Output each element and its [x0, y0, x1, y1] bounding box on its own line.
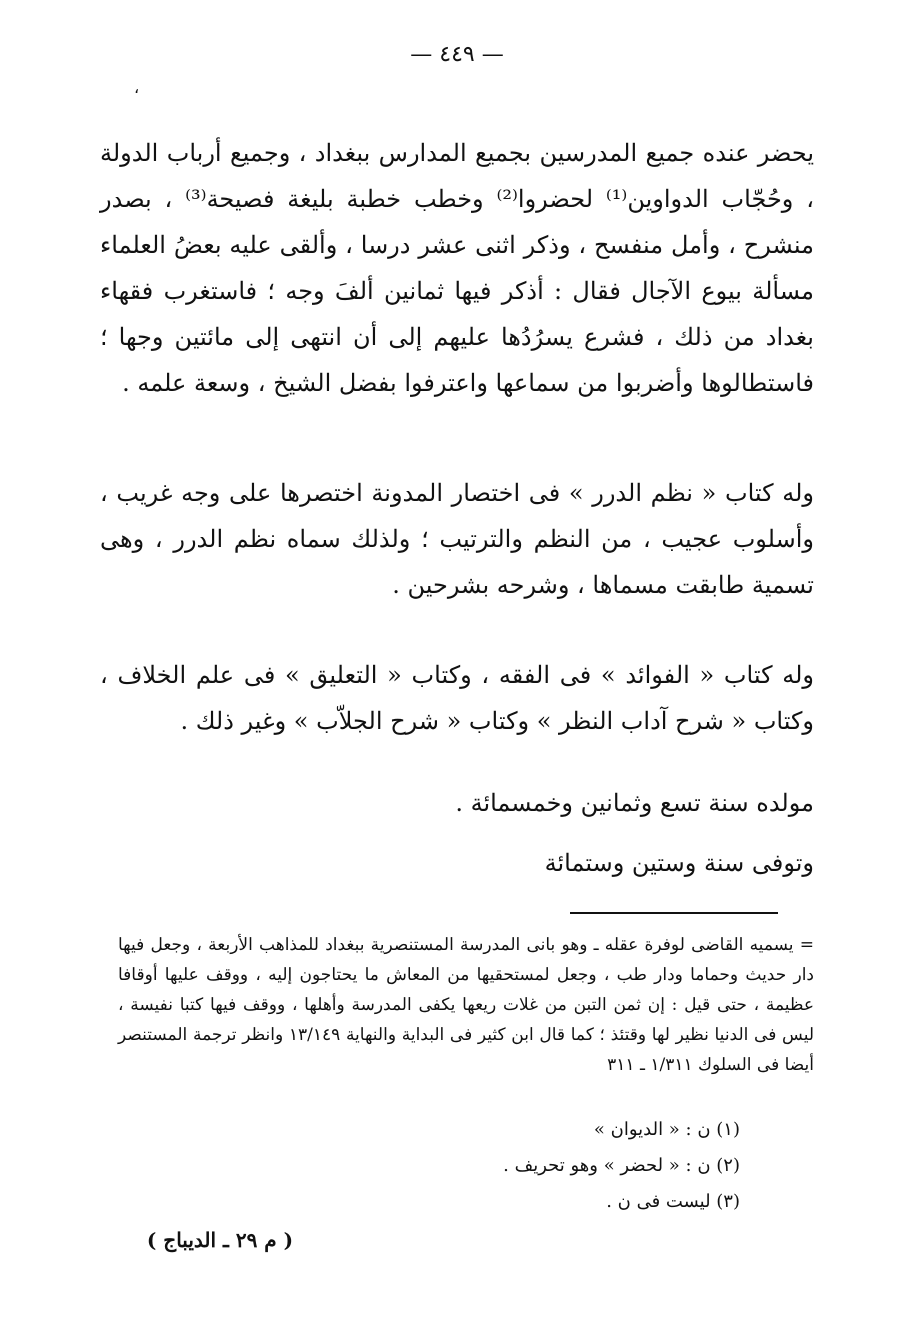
- page-number: — ٤٤٩ —: [410, 42, 504, 67]
- footnote-continuation: = يسميه القاضى لوفرة عقله ـ وهو بانى المدرسة المستنصرية ببغداد للمذاهب الأربعة ، وجعل فيها دار حديث وحماما ودار طب ، وجعل لمستحقيها من المعاش ما يحتاجون إليه ، ووقف عليها أوقافا عظيمة ، حتى قيل : إن ثمن التبن من غلات ريعها يكفى المدرسة وأهلها ، ووقف فيها كتبا نفيسة ، ليس فى الدنيا نظير لها وقتئذ ؛ كما قال ابن كثير فى البداية والنهاية ١٣/١٤٩ وانظر ترجمة المستنصر أيضا فى السلوك ١/٣١١ ـ ٣١١: [118, 935, 815, 1075]
- paragraph-death: وتوفى سنة وستين وستمائة: [544, 849, 814, 877]
- footnote-divider: [570, 912, 778, 914]
- paragraph-birth: مولده سنة تسع وثمانين وخمسمائة .: [455, 789, 814, 817]
- paragraph-nazm-al-durar: وله كتاب « نظم الدرر » فى اختصار المدونة اختصرها على وجه غريب ، وأسلوب عجيب ، من النظم والترتيب ؛ ولذلك سماه نظم الدرر ، وهى تسمية طابقت مسماها ، وشرحه بشرحين .: [100, 479, 814, 599]
- paragraph-other-works: وله كتاب « الفوائد » فى الفقه ، وكتاب « التعليق » فى علم الخلاف ، وكتاب « شرح آداب النظر » وكتاب « شرح الجلاّب » وغير ذلك .: [100, 661, 814, 735]
- stray-mark: ،: [134, 78, 140, 97]
- footnote-3: (٣) ليست فى ن .: [606, 1191, 740, 1212]
- footnote-1: (١) ن : « الديوان »: [593, 1119, 740, 1140]
- signature-mark: ( م ٢٩ ـ الديباج ): [146, 1228, 294, 1252]
- footnote-2: (٢) ن : « لحضر » وهو تحريف .: [503, 1155, 740, 1176]
- paragraph-inauguration: يحضر عنده جميع المدرسين بجميع المدارس ببغداد ، وجميع أرباب الدولة ، وحُجّاب الدواوين⁽¹⁾ لحضروا⁽²⁾ وخطب خطبة بليغة فصيحة⁽³⁾ ، بصدر منشرح ، وأمل منفسح ، وذكر اثنى عشر درسا ، وألقى عليه بعضُ العلماء مسألة بيوع الآجال فقال : أذكر فيها ثمانين ألفَ وجه ؛ فاستغرب فقهاء بغداد من ذلك ، فشرع يسرُدُها عليهم إلى أن انتهى إلى مائتين وجها ؛ فاستطالوها وأضربوا من سماعها واعترفوا بفضل الشيخ ، وسعة علمه .: [100, 139, 814, 397]
